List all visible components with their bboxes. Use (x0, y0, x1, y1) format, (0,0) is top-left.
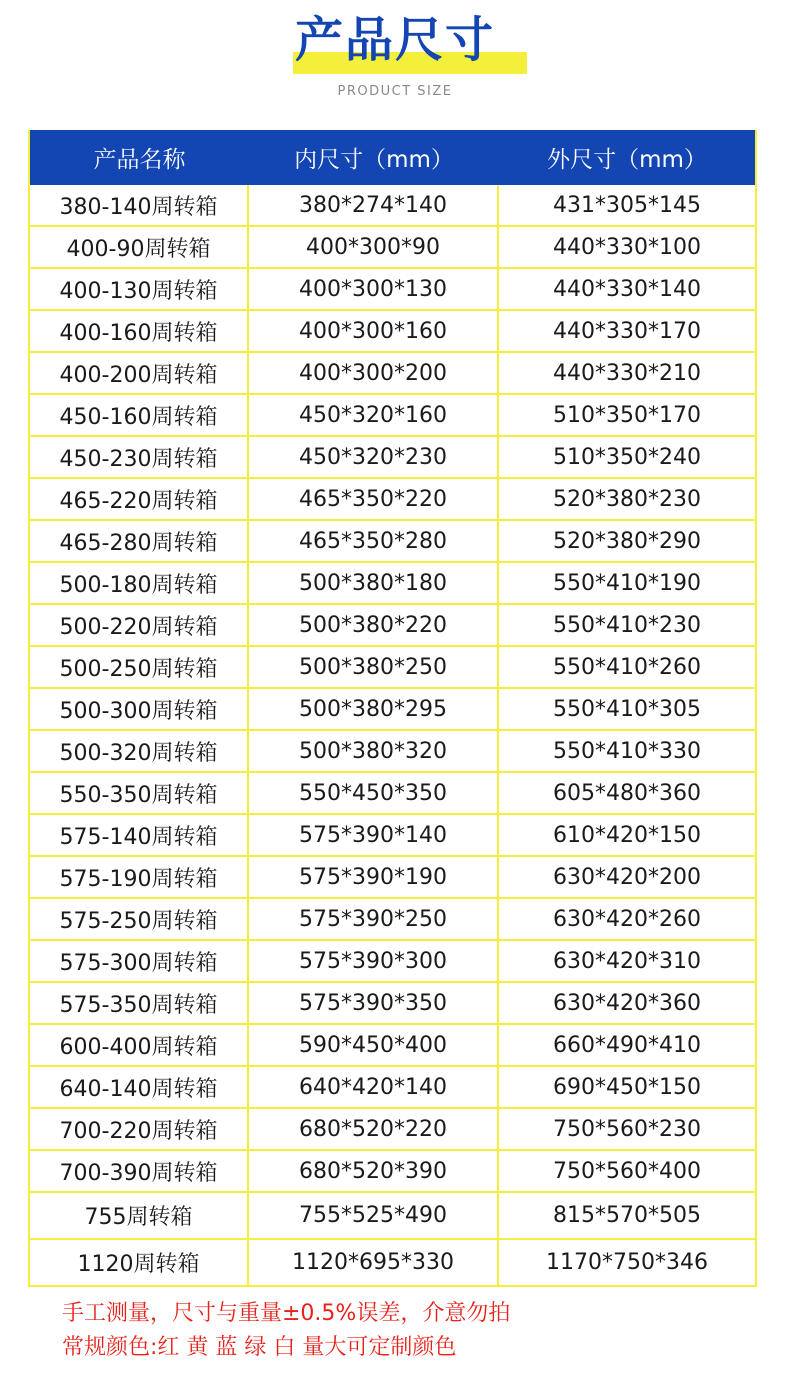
column-header-name: 产品名称 (93, 147, 186, 173)
table-row (30, 1065, 755, 1107)
cell-inner-size: 500*380*250 (249, 647, 499, 687)
table-row (30, 771, 755, 813)
cell-product-name: 575-350周转箱 (30, 983, 249, 1023)
table-row (30, 519, 755, 561)
cell-inner-size: 400*300*200 (249, 353, 499, 393)
cell-inner-size: 575*390*350 (249, 983, 499, 1023)
table-row (30, 1238, 755, 1285)
cell-inner-size: 680*520*220 (249, 1109, 499, 1149)
cell-product-name: 500-300周转箱 (30, 689, 249, 729)
cell-inner-size: 500*380*220 (249, 605, 499, 645)
cell-product-name: 500-180周转箱 (30, 563, 249, 603)
cell-outer-size: 550*410*330 (553, 738, 701, 764)
cell-inner-size: 755*525*490 (249, 1193, 499, 1238)
table-row (30, 981, 755, 1023)
cell-inner-size: 450*320*160 (249, 395, 499, 435)
note-colors: 常规颜色:红 黄 蓝 绿 白 量大可定制颜色 (62, 1335, 457, 1360)
note-measurement: 手工测量，尺寸与重量±0.5%误差，介意勿拍 (62, 1301, 511, 1326)
table-row (30, 393, 755, 435)
table-row (30, 561, 755, 603)
cell-product-name: 400-160周转箱 (30, 311, 249, 351)
cell-inner-size: 400*300*160 (249, 311, 499, 351)
cell-product-name: 755周转箱 (30, 1193, 249, 1238)
cell-inner-size: 575*390*190 (249, 857, 499, 897)
cell-outer-size: 630*420*200 (553, 864, 701, 890)
cell-product-name: 550-350周转箱 (30, 773, 249, 813)
cell-outer-size: 630*420*310 (553, 948, 701, 974)
cell-outer-size: 431*305*145 (553, 192, 701, 218)
cell-outer-size: 815*570*505 (553, 1203, 701, 1228)
cell-outer-size: 550*410*230 (553, 612, 701, 638)
cell-outer-size: 610*420*150 (553, 822, 701, 848)
table-body (30, 185, 755, 1285)
cell-product-name: 465-280周转箱 (30, 521, 249, 561)
cell-product-name: 400-200周转箱 (30, 353, 249, 393)
cell-outer-size: 605*480*360 (553, 780, 701, 806)
cell-inner-size: 680*520*390 (249, 1151, 499, 1191)
cell-outer-size: 440*330*170 (553, 318, 701, 344)
cell-inner-size: 575*390*140 (249, 815, 499, 855)
cell-product-name: 400-90周转箱 (30, 227, 249, 267)
cell-outer-size: 520*380*230 (553, 486, 701, 512)
cell-outer-size: 510*350*170 (553, 402, 701, 428)
cell-product-name: 575-190周转箱 (30, 857, 249, 897)
cell-inner-size: 1120*695*330 (249, 1240, 499, 1285)
cell-inner-size: 590*450*400 (249, 1025, 499, 1065)
table-row (30, 897, 755, 939)
cell-outer-size: 440*330*140 (553, 276, 701, 302)
cell-outer-size: 1170*750*346 (546, 1250, 708, 1275)
cell-outer-size: 630*420*360 (553, 990, 701, 1016)
cell-outer-size: 660*490*410 (553, 1032, 701, 1058)
table-row (30, 351, 755, 393)
cell-product-name: 380-140周转箱 (30, 185, 249, 225)
table-row (30, 1149, 755, 1191)
cell-product-name: 700-220周转箱 (30, 1109, 249, 1149)
cell-product-name: 600-400周转箱 (30, 1025, 249, 1065)
cell-product-name: 575-140周转箱 (30, 815, 249, 855)
cell-product-name: 450-230周转箱 (30, 437, 249, 477)
table-row (30, 185, 755, 225)
cell-inner-size: 450*320*230 (249, 437, 499, 477)
table-row (30, 687, 755, 729)
table-row (30, 477, 755, 519)
cell-outer-size: 550*410*190 (553, 570, 701, 596)
cell-outer-size: 750*560*400 (553, 1158, 701, 1184)
page-subtitle: PRODUCT SIZE (337, 84, 453, 99)
cell-inner-size: 500*380*320 (249, 731, 499, 771)
title-section (0, 0, 790, 110)
cell-product-name: 700-390周转箱 (30, 1151, 249, 1191)
table-row (30, 729, 755, 771)
cell-outer-size: 750*560*230 (553, 1116, 701, 1142)
cell-inner-size: 465*350*280 (249, 521, 499, 561)
cell-product-name: 500-250周转箱 (30, 647, 249, 687)
cell-inner-size: 575*390*250 (249, 899, 499, 939)
size-table (28, 130, 757, 1287)
page-title: 产品尺寸 (294, 12, 495, 68)
cell-inner-size: 500*380*295 (249, 689, 499, 729)
cell-inner-size: 500*380*180 (249, 563, 499, 603)
table-row (30, 603, 755, 645)
table-row (30, 1107, 755, 1149)
cell-product-name: 400-130周转箱 (30, 269, 249, 309)
cell-outer-size: 630*420*260 (553, 906, 701, 932)
table-row (30, 435, 755, 477)
cell-outer-size: 440*330*100 (553, 234, 701, 260)
table-row (30, 1023, 755, 1065)
cell-inner-size: 550*450*350 (249, 773, 499, 813)
cell-product-name: 575-300周转箱 (30, 941, 249, 981)
cell-product-name: 465-220周转箱 (30, 479, 249, 519)
cell-outer-size: 550*410*305 (553, 696, 701, 722)
cell-outer-size: 440*330*210 (553, 360, 701, 386)
cell-product-name: 500-220周转箱 (30, 605, 249, 645)
cell-inner-size: 465*350*220 (249, 479, 499, 519)
cell-inner-size: 575*390*300 (249, 941, 499, 981)
cell-product-name: 450-160周转箱 (30, 395, 249, 435)
table-row (30, 855, 755, 897)
table-header (30, 130, 755, 185)
cell-product-name: 500-320周转箱 (30, 731, 249, 771)
column-header-inner-size: 内尺寸（mm） (294, 147, 454, 173)
cell-product-name: 575-250周转箱 (30, 899, 249, 939)
cell-inner-size: 400*300*90 (249, 227, 499, 267)
table-row (30, 225, 755, 267)
table-row (30, 267, 755, 309)
cell-product-name: 1120周转箱 (30, 1240, 249, 1285)
cell-inner-size: 400*300*130 (249, 269, 499, 309)
cell-outer-size: 520*380*290 (553, 528, 701, 554)
column-header-outer-size: 外尺寸（mm） (547, 147, 707, 173)
cell-product-name: 640-140周转箱 (30, 1067, 249, 1107)
cell-inner-size: 380*274*140 (249, 185, 499, 225)
cell-outer-size: 690*450*150 (553, 1074, 701, 1100)
table-row (30, 309, 755, 351)
cell-outer-size: 510*350*240 (553, 444, 701, 470)
cell-outer-size: 550*410*260 (553, 654, 701, 680)
table-row (30, 939, 755, 981)
cell-inner-size: 640*420*140 (249, 1067, 499, 1107)
table-row (30, 645, 755, 687)
table-row (30, 813, 755, 855)
notes (62, 1297, 510, 1365)
table-row (30, 1191, 755, 1238)
